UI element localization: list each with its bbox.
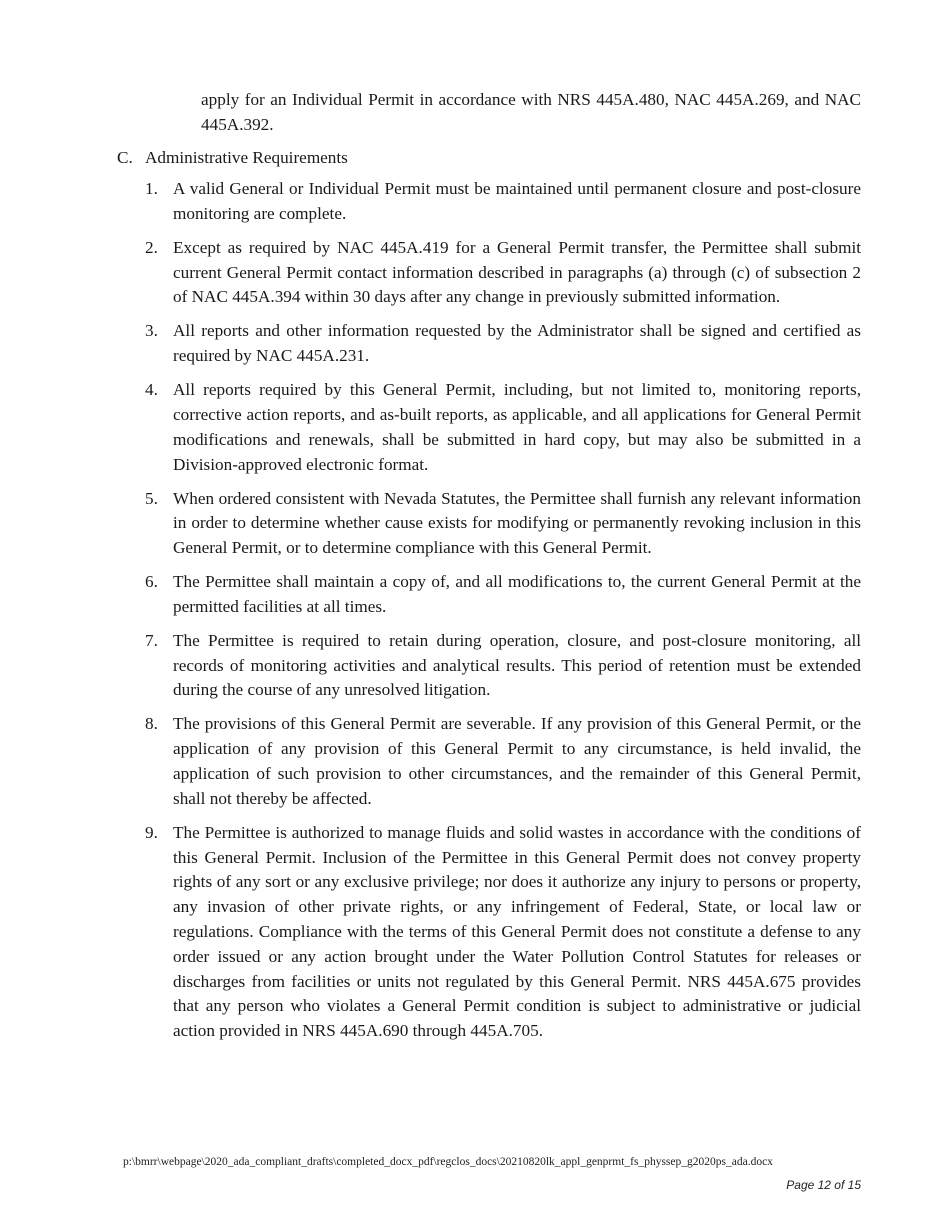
item-number: 4. (145, 380, 158, 400)
item-text: When ordered consistent with Nevada Statutes, the Permittee shall furnish any relevant information in order to determine whether cause exists for modifying or permanently revoking inclusion in this General Permit, or to determine compliance with this General Permit. (173, 488, 861, 558)
item-number: 7. (145, 630, 158, 650)
item-number: 6. (145, 572, 158, 592)
item-text: All reports required by this General Permit, including, but not limited to, monitoring reports, corrective action reports, and as-built reports, as applicable, and all applications for General Permit modifications and renewals, shall be submitted in hard copy, but may also be submitted in a Division-approved electronic format. (173, 380, 861, 474)
list-item (145, 821, 861, 1044)
requirements-list (145, 177, 861, 1053)
item-text: All reports and other information requested by the Administrator shall be signed and certified as required by NAC 445A.231. (173, 321, 861, 366)
footer-file-path: p:\bmrr\webpage\2020_ada_compliant_drafts\completed_docx_pdf\regclos_docs\20210820lk_appl_genprmt_fs_physsep_g2020ps_ada.docx (123, 1156, 773, 1168)
item-text: The Permittee is required to retain during operation, closure, and post-closure monitoring, all records of monitoring activities and analytical results. This period of retention must be extended during the course of any unresolved litigation. (173, 630, 861, 700)
item-number: 2. (145, 237, 158, 257)
list-item (145, 177, 861, 227)
item-text: A valid General or Individual Permit must be maintained until permanent closure and post-closure monitoring are complete. (173, 179, 861, 223)
item-text: Except as required by NAC 445A.419 for a General Permit transfer, the Permittee shall submit current General Permit contact information described in paragraphs (a) through (c) of subsection 2 of NAC 445A.394 within 30 days after any change in previously submitted information. (173, 237, 861, 307)
list-item (145, 629, 861, 703)
section-title: Administrative Requirements (145, 148, 348, 167)
item-number: 5. (145, 488, 158, 508)
list-item (145, 487, 861, 561)
list-item (145, 712, 861, 811)
list-item (145, 236, 861, 310)
item-text: The provisions of this General Permit are severable. If any provision of this General Permit, or the application of any provision of this General Permit to any circumstance, is held invalid, the application of such provision to other circumstances, and the remainder of this General Permit, shall not thereby be affected. (173, 714, 861, 808)
continuation-paragraph: apply for an Individual Permit in accordance with NRS 445A.480, NAC 445A.269, and NAC 445A.392. (201, 90, 861, 134)
item-number: 9. (145, 822, 158, 842)
section-letter: C. (117, 148, 133, 167)
page-number: Page 12 of 15 (786, 1178, 861, 1192)
item-number: 8. (145, 714, 158, 734)
list-item (145, 570, 861, 620)
item-number: 3. (145, 321, 158, 341)
item-text: The Permittee is authorized to manage fluids and solid wastes in accordance with the conditions of this General Permit. Inclusion of the Permittee in this General Permit does not convey property rights of any sort or any exclusive privilege; nor does it authorize any injury to persons or property, any invasion of other private rights, or any infringement of Federal, State, or local law or regulations. Compliance with the terms of this General Permit does not constitute a defense to any order issued or any action brought under the Water Pollution Control Statutes for releases or discharges from facilities or units not regulated by this General Permit. NRS 445A.675 provides that any person who violates a General Permit condition is subject to administrative or judicial action provided in NRS 445A.690 through 445A.705. (173, 822, 861, 1041)
section-heading (117, 146, 348, 171)
list-item (145, 319, 861, 369)
list-item (145, 378, 861, 477)
item-text: The Permittee shall maintain a copy of, and all modifications to, the current General Permit at the permitted facilities at all times. (173, 572, 861, 616)
item-number: 1. (145, 179, 158, 198)
